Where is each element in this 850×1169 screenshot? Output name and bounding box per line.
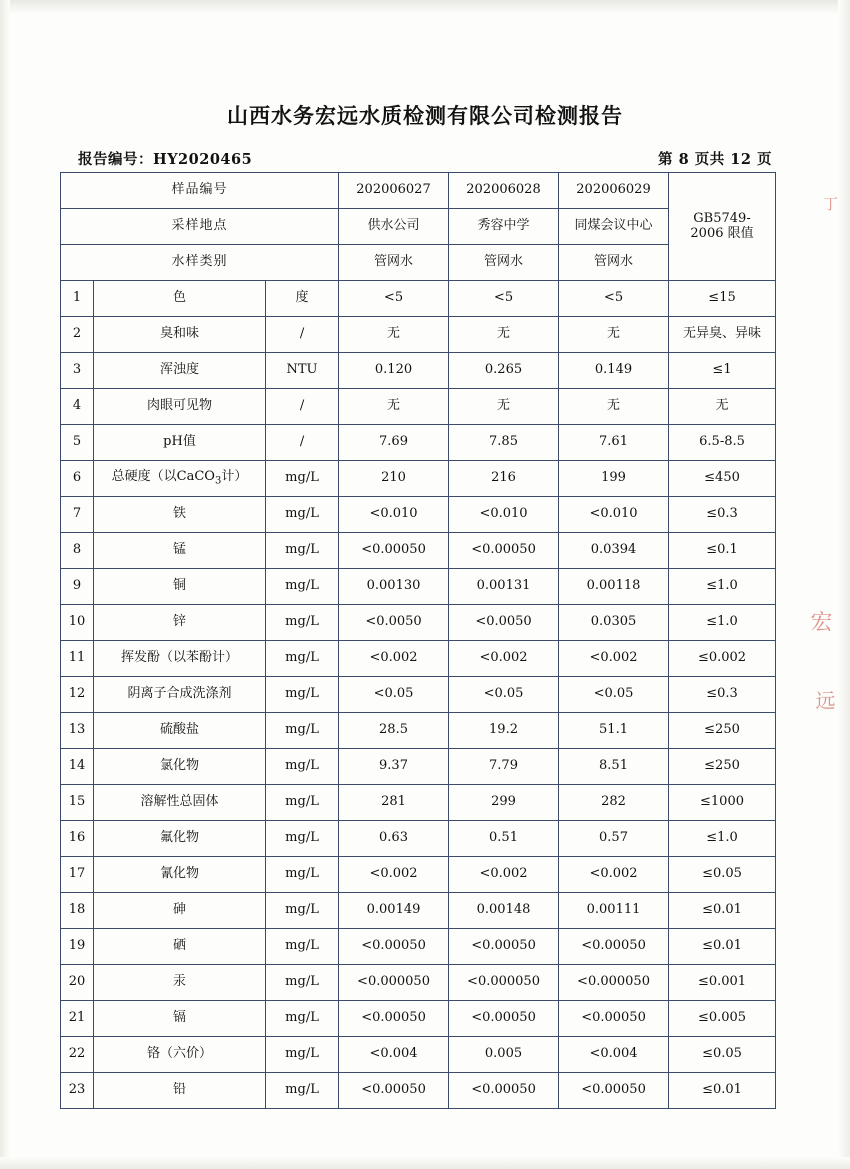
row-unit: mg/L bbox=[266, 1037, 339, 1073]
row-limit-value: ≤0.005 bbox=[669, 1001, 776, 1037]
row-index: 18 bbox=[61, 893, 94, 929]
row-value-sample-1: <0.00050 bbox=[339, 929, 449, 965]
table-row bbox=[61, 677, 776, 713]
table-row bbox=[61, 713, 776, 749]
table-row bbox=[61, 389, 776, 425]
row-value-sample-2: <0.05 bbox=[449, 677, 559, 713]
row-limit-value: ≤0.3 bbox=[669, 497, 776, 533]
row-value-sample-2: 0.51 bbox=[449, 821, 559, 857]
row-unit: NTU bbox=[266, 353, 339, 389]
row-limit-value: ≤250 bbox=[669, 713, 776, 749]
row-index: 8 bbox=[61, 533, 94, 569]
row-item-name: 肉眼可见物 bbox=[94, 389, 266, 425]
row-limit-value: ≤1000 bbox=[669, 785, 776, 821]
table-header-row-location bbox=[61, 209, 776, 245]
row-unit: mg/L bbox=[266, 497, 339, 533]
row-unit: mg/L bbox=[266, 1001, 339, 1037]
table-row bbox=[61, 785, 776, 821]
scan-edge-bottom bbox=[0, 1157, 850, 1169]
row-unit: mg/L bbox=[266, 605, 339, 641]
row-value-sample-1: <0.002 bbox=[339, 857, 449, 893]
table-row bbox=[61, 569, 776, 605]
row-value-sample-1: 28.5 bbox=[339, 713, 449, 749]
row-value-sample-1: 0.00130 bbox=[339, 569, 449, 605]
header-sample-location-3: 同煤会议中心 bbox=[559, 209, 669, 245]
table-row bbox=[61, 353, 776, 389]
page-number: 第 8 页共 12 页 bbox=[658, 151, 772, 168]
row-limit-value: ≤0.002 bbox=[669, 641, 776, 677]
row-value-sample-3: 8.51 bbox=[559, 749, 669, 785]
row-limit-value: ≤0.01 bbox=[669, 1073, 776, 1109]
row-value-sample-2: 216 bbox=[449, 461, 559, 497]
row-unit: mg/L bbox=[266, 857, 339, 893]
row-index: 17 bbox=[61, 857, 94, 893]
row-item-name: 硫酸盐 bbox=[94, 713, 266, 749]
row-limit-value: ≤1.0 bbox=[669, 821, 776, 857]
row-unit: mg/L bbox=[266, 677, 339, 713]
table-row bbox=[61, 641, 776, 677]
table-row bbox=[61, 857, 776, 893]
row-value-sample-3: 7.61 bbox=[559, 425, 669, 461]
row-item-name: 总硬度（以CaCO$_3$计） bbox=[94, 461, 266, 497]
row-limit-value: ≤1.0 bbox=[669, 605, 776, 641]
row-unit: 度 bbox=[266, 281, 339, 317]
row-value-sample-1: <0.00050 bbox=[339, 1073, 449, 1109]
row-item-name: 溶解性总固体 bbox=[94, 785, 266, 821]
row-value-sample-2: 7.85 bbox=[449, 425, 559, 461]
row-value-sample-2: <0.002 bbox=[449, 857, 559, 893]
row-item-name: 挥发酚（以苯酚计） bbox=[94, 641, 266, 677]
row-value-sample-1: <0.000050 bbox=[339, 965, 449, 1001]
row-value-sample-1: 0.00149 bbox=[339, 893, 449, 929]
row-limit-value: ≤0.05 bbox=[669, 1037, 776, 1073]
row-limit-value: 无异臭、异味 bbox=[669, 317, 776, 353]
row-value-sample-1: <0.0050 bbox=[339, 605, 449, 641]
row-item-name: 铁 bbox=[94, 497, 266, 533]
table-row bbox=[61, 1001, 776, 1037]
table-row bbox=[61, 497, 776, 533]
row-item-name: 浑浊度 bbox=[94, 353, 266, 389]
stamp-mark-3: 远 bbox=[812, 690, 834, 712]
header-sample-type-1: 管网水 bbox=[339, 245, 449, 281]
row-unit: mg/L bbox=[266, 785, 339, 821]
row-value-sample-1: 无 bbox=[339, 389, 449, 425]
row-value-sample-3: 0.0394 bbox=[559, 533, 669, 569]
row-value-sample-3: 282 bbox=[559, 785, 669, 821]
row-limit-value: ≤1.0 bbox=[669, 569, 776, 605]
row-value-sample-2: <0.00050 bbox=[449, 533, 559, 569]
row-item-name: 阴离子合成洗涤剂 bbox=[94, 677, 266, 713]
row-value-sample-3: <0.002 bbox=[559, 641, 669, 677]
scan-edge-right bbox=[838, 0, 850, 1169]
table-row bbox=[61, 461, 776, 497]
row-limit-value: ≤0.05 bbox=[669, 857, 776, 893]
row-value-sample-2: <5 bbox=[449, 281, 559, 317]
row-value-sample-2: 7.79 bbox=[449, 749, 559, 785]
table-row bbox=[61, 893, 776, 929]
row-index: 22 bbox=[61, 1037, 94, 1073]
table-row bbox=[61, 1073, 776, 1109]
row-value-sample-3: <0.05 bbox=[559, 677, 669, 713]
row-item-name: 锌 bbox=[94, 605, 266, 641]
row-value-sample-1: <0.00050 bbox=[339, 533, 449, 569]
table-header-row-water-type bbox=[61, 245, 776, 281]
row-value-sample-1: 210 bbox=[339, 461, 449, 497]
row-item-name: 铅 bbox=[94, 1073, 266, 1109]
row-value-sample-1: <0.002 bbox=[339, 641, 449, 677]
row-item-name: 锰 bbox=[94, 533, 266, 569]
row-item-name: 镉 bbox=[94, 1001, 266, 1037]
row-limit-value: ≤0.001 bbox=[669, 965, 776, 1001]
row-value-sample-3: <0.002 bbox=[559, 857, 669, 893]
row-unit: mg/L bbox=[266, 461, 339, 497]
table-row bbox=[61, 533, 776, 569]
stamp-mark-2: 宏 bbox=[808, 610, 833, 634]
header-sample-type-3: 管网水 bbox=[559, 245, 669, 281]
table-row bbox=[61, 425, 776, 461]
header-label-location: 采样地点 bbox=[61, 209, 339, 245]
row-item-name: 铬（六价） bbox=[94, 1037, 266, 1073]
row-value-sample-1: 无 bbox=[339, 317, 449, 353]
row-limit-value: ≤15 bbox=[669, 281, 776, 317]
header-limit-standard: GB5749- 2006 限值 bbox=[669, 173, 776, 281]
row-limit-value: ≤1 bbox=[669, 353, 776, 389]
row-item-name: 氯化物 bbox=[94, 749, 266, 785]
row-unit: / bbox=[266, 425, 339, 461]
row-index: 9 bbox=[61, 569, 94, 605]
row-value-sample-3: 无 bbox=[559, 389, 669, 425]
row-value-sample-2: 0.00131 bbox=[449, 569, 559, 605]
row-unit: / bbox=[266, 317, 339, 353]
row-index: 12 bbox=[61, 677, 94, 713]
row-value-sample-2: <0.00050 bbox=[449, 1001, 559, 1037]
row-index: 21 bbox=[61, 1001, 94, 1037]
row-value-sample-3: <0.004 bbox=[559, 1037, 669, 1073]
row-limit-value: 无 bbox=[669, 389, 776, 425]
row-item-name: 氰化物 bbox=[94, 857, 266, 893]
row-index: 5 bbox=[61, 425, 94, 461]
row-index: 15 bbox=[61, 785, 94, 821]
row-item-name: 臭和味 bbox=[94, 317, 266, 353]
header-sample-type-2: 管网水 bbox=[449, 245, 559, 281]
row-value-sample-2: 无 bbox=[449, 389, 559, 425]
row-index: 7 bbox=[61, 497, 94, 533]
row-value-sample-3: <0.00050 bbox=[559, 1001, 669, 1037]
row-limit-value: 6.5-8.5 bbox=[669, 425, 776, 461]
row-value-sample-1: <0.00050 bbox=[339, 1001, 449, 1037]
report-number: 报告编号：HY2020465 bbox=[78, 151, 253, 168]
table-header-row-sample-code bbox=[61, 173, 776, 209]
header-label-water-type: 水样类别 bbox=[61, 245, 339, 281]
row-index: 2 bbox=[61, 317, 94, 353]
row-value-sample-2: 0.005 bbox=[449, 1037, 559, 1073]
row-unit: mg/L bbox=[266, 569, 339, 605]
row-value-sample-3: 0.0305 bbox=[559, 605, 669, 641]
scan-edge-left bbox=[0, 0, 10, 1169]
row-value-sample-2: <0.00050 bbox=[449, 929, 559, 965]
row-value-sample-2: <0.0050 bbox=[449, 605, 559, 641]
row-value-sample-3: 无 bbox=[559, 317, 669, 353]
row-value-sample-1: 9.37 bbox=[339, 749, 449, 785]
row-index: 14 bbox=[61, 749, 94, 785]
row-unit: mg/L bbox=[266, 929, 339, 965]
header-sample-code-3: 202006029 bbox=[559, 173, 669, 209]
row-limit-value: ≤0.1 bbox=[669, 533, 776, 569]
row-index: 4 bbox=[61, 389, 94, 425]
row-unit: / bbox=[266, 389, 339, 425]
header-sample-code-1: 202006027 bbox=[339, 173, 449, 209]
row-limit-value: ≤450 bbox=[669, 461, 776, 497]
row-value-sample-3: 0.00111 bbox=[559, 893, 669, 929]
row-unit: mg/L bbox=[266, 641, 339, 677]
row-index: 20 bbox=[61, 965, 94, 1001]
row-value-sample-1: <0.004 bbox=[339, 1037, 449, 1073]
table-row bbox=[61, 965, 776, 1001]
table-row bbox=[61, 281, 776, 317]
results-table bbox=[60, 172, 776, 1109]
row-value-sample-1: 7.69 bbox=[339, 425, 449, 461]
row-value-sample-1: 0.120 bbox=[339, 353, 449, 389]
table-row bbox=[61, 749, 776, 785]
row-value-sample-2: 299 bbox=[449, 785, 559, 821]
row-value-sample-1: <0.05 bbox=[339, 677, 449, 713]
row-value-sample-1: 281 bbox=[339, 785, 449, 821]
header-sample-location-2: 秀容中学 bbox=[449, 209, 559, 245]
stamp-mark-1: 丁 bbox=[821, 196, 837, 213]
row-index: 10 bbox=[61, 605, 94, 641]
row-value-sample-2: <0.000050 bbox=[449, 965, 559, 1001]
report-meta bbox=[78, 148, 772, 169]
row-item-name: 硒 bbox=[94, 929, 266, 965]
row-item-name: 铜 bbox=[94, 569, 266, 605]
row-unit: mg/L bbox=[266, 533, 339, 569]
row-index: 11 bbox=[61, 641, 94, 677]
table-row bbox=[61, 1037, 776, 1073]
row-value-sample-2: 19.2 bbox=[449, 713, 559, 749]
row-index: 6 bbox=[61, 461, 94, 497]
row-value-sample-1: <5 bbox=[339, 281, 449, 317]
row-item-name: 砷 bbox=[94, 893, 266, 929]
header-label-sample-code: 样品编号 bbox=[61, 173, 339, 209]
row-item-name: 汞 bbox=[94, 965, 266, 1001]
row-index: 13 bbox=[61, 713, 94, 749]
row-value-sample-2: <0.002 bbox=[449, 641, 559, 677]
row-unit: mg/L bbox=[266, 749, 339, 785]
row-item-name: 氟化物 bbox=[94, 821, 266, 857]
table-row bbox=[61, 929, 776, 965]
page-title: 山西水务宏远水质检测有限公司检测报告 bbox=[227, 103, 623, 128]
row-limit-value: ≤0.01 bbox=[669, 893, 776, 929]
row-value-sample-2: 0.265 bbox=[449, 353, 559, 389]
row-index: 23 bbox=[61, 1073, 94, 1109]
row-limit-value: ≤0.3 bbox=[669, 677, 776, 713]
row-limit-value: ≤0.01 bbox=[669, 929, 776, 965]
table-row bbox=[61, 317, 776, 353]
row-value-sample-3: 0.00118 bbox=[559, 569, 669, 605]
table-row bbox=[61, 605, 776, 641]
row-unit: mg/L bbox=[266, 965, 339, 1001]
row-value-sample-2: <0.010 bbox=[449, 497, 559, 533]
row-value-sample-3: 0.149 bbox=[559, 353, 669, 389]
row-value-sample-2: 无 bbox=[449, 317, 559, 353]
row-value-sample-3: 199 bbox=[559, 461, 669, 497]
row-index: 3 bbox=[61, 353, 94, 389]
row-value-sample-3: <5 bbox=[559, 281, 669, 317]
row-unit: mg/L bbox=[266, 713, 339, 749]
row-index: 1 bbox=[61, 281, 94, 317]
row-item-name: 色 bbox=[94, 281, 266, 317]
row-value-sample-1: 0.63 bbox=[339, 821, 449, 857]
row-index: 19 bbox=[61, 929, 94, 965]
row-unit: mg/L bbox=[266, 821, 339, 857]
row-index: 16 bbox=[61, 821, 94, 857]
header-sample-code-2: 202006028 bbox=[449, 173, 559, 209]
row-value-sample-3: <0.010 bbox=[559, 497, 669, 533]
header-sample-location-1: 供水公司 bbox=[339, 209, 449, 245]
row-item-name: pH值 bbox=[94, 425, 266, 461]
row-value-sample-3: <0.00050 bbox=[559, 929, 669, 965]
row-limit-value: ≤250 bbox=[669, 749, 776, 785]
row-unit: mg/L bbox=[266, 1073, 339, 1109]
row-value-sample-3: 0.57 bbox=[559, 821, 669, 857]
table-row bbox=[61, 821, 776, 857]
row-value-sample-3: <0.000050 bbox=[559, 965, 669, 1001]
row-unit: mg/L bbox=[266, 893, 339, 929]
row-value-sample-2: 0.00148 bbox=[449, 893, 559, 929]
scan-edge-top bbox=[0, 0, 850, 14]
row-value-sample-1: <0.010 bbox=[339, 497, 449, 533]
row-value-sample-3: <0.00050 bbox=[559, 1073, 669, 1109]
row-value-sample-3: 51.1 bbox=[559, 713, 669, 749]
row-value-sample-2: <0.00050 bbox=[449, 1073, 559, 1109]
